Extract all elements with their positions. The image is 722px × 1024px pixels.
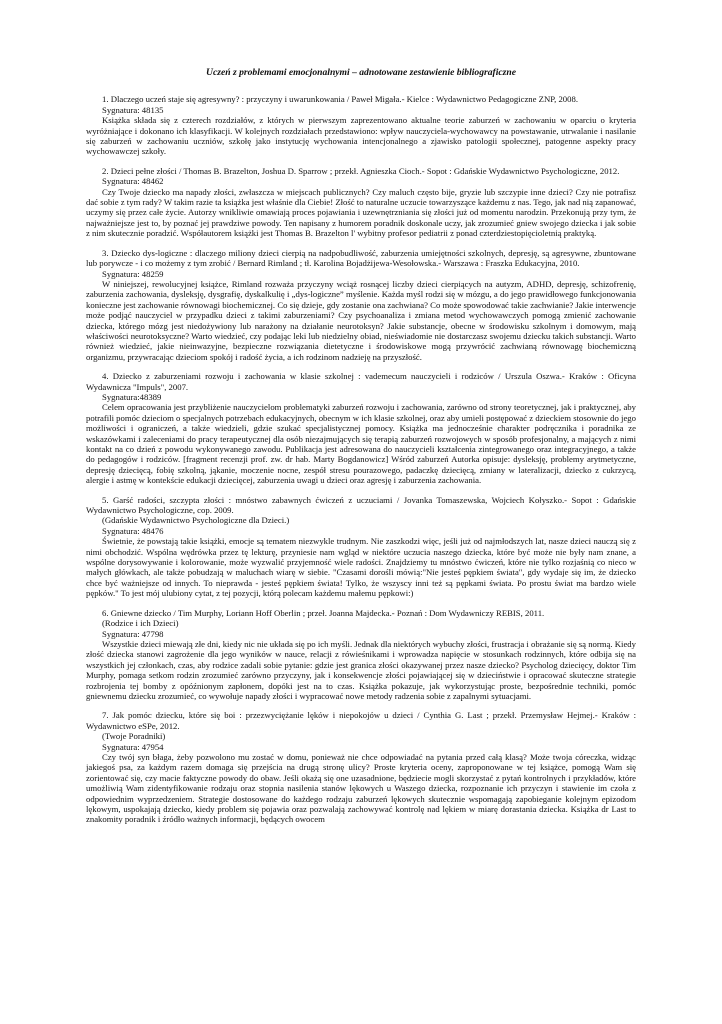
entry-signature: Sygnatura: 48259 xyxy=(102,268,164,279)
entry-series: (Twoje Poradniki) xyxy=(102,731,166,742)
bibliography-entry xyxy=(86,371,636,485)
bibliography-entry xyxy=(86,166,636,239)
entry-citation: 7. Jak pomóc dziecku, które się boi : przezwyciężanie lęków i niepokojów u dzieci / Cynthia G. Last ; przekł. Przemysław Hejmej.- Kraków : Wydawnictwo eSPe, 2012. xyxy=(86,710,636,731)
bibliography-entry xyxy=(86,495,636,599)
entry-signature: Sygnatura:48389 xyxy=(102,391,162,402)
bibliography-entry xyxy=(86,248,636,362)
bibliography-entry xyxy=(86,608,636,702)
entry-citation: 2. Dzieci pełne złości / Thomas B. Brazelton, Joshua D. Sparrow ; przekł. Agnieszka Cioch.- Sopot : Gdańskie Wydawnictwo Psychologiczne, 2012. xyxy=(102,165,620,176)
entry-citation: 3. Dziecko dys-logiczne : dlaczego miliony dzieci cierpią na nadpobudliwość, zaburzenia umiejętności szkolnych, depresję, są agresywne, zbuntowane lub porywcze - i co możemy z tym zrobić / Bernard Rimland ; tł. Karolina Bojadżijewa-Wesołowska.- Warszawa : Fraszka Edukacyjna, 2010. xyxy=(86,247,636,269)
entry-citation: 6. Gniewne dziecko / Tim Murphy, Loriann Hoff Oberlin ; przeł. Joanna Majdecka.- Poznań : Dom Wydawniczy REBIS, 2011. xyxy=(102,607,545,618)
page-title: Uczeń z problemami emocjonalnymi – adnotowane zestawienie bibliograficzne xyxy=(206,67,516,78)
entry-description: Czy twój syn błaga, żeby pozwolono mu zostać w domu, ponieważ nie chce odpowiadać na pytania przed całą klasą? Może twoja córeczka, widząc jakiegoś psa, za każdym razem domaga się przejścia na drugą stronę ulicy? Proste kryteria oceny, zaproponowane w tej książce, pomogą Wam się zorientować się, czy macie faktyczne powody do obaw. Jeśli okażą się one uzasadnione, będziecie mogli skorzystać z pytań kontrolnych i przykładów, które umożliwią Wam zidentyfikowanie rodzaju oraz stopnia nasilenia stanów lękowych u Waszego dziecka, rozpoznanie ich przyczyn i stawienie im czoła z odpowiednim wyprzedzeniem. Strategie dostosowane do każdego rodzaju zaburzeń lękowych skutecznie wspomagają zapobieganie kolejnym epizodom lękowym, uspokajają dziecko, kiedy problem się pojawia oraz pozwalają zachowywać kontrolę nad lękiem w miarę dorastania dziecka. Książka dr Last to znakomity poradnik i źródło ważnych informacji, będących owocem xyxy=(86,751,636,825)
entry-signature: Sygnatura: 48462 xyxy=(102,176,164,187)
bibliography-entry xyxy=(86,710,636,824)
entry-signature: Sygnatura: 47798 xyxy=(102,628,164,639)
entry-series: (Gdańskie Wydawnictwo Psychologiczne dla Dzieci.) xyxy=(102,515,290,526)
entry-description: Celem opracowania jest przybliżenie nauczycielom problematyki zaburzeń rozwoju i zachowania, zarówno od strony teoretycznej, jak i praktycznej, aby potrafili pomóc dzieciom o specjalnych potrzebach edukacyjnych, obecnym w ich klasie szkolnej, oraz aby umieli postępować z dzieckiem stosownie do jego możliwości i ograniczeń, a także wiedzieli, gdzie szukać specjalistycznej pomocy. Książka ma jednocześnie charakter podręcznika i poradnika ze wskazówkami i zaleceniami do pracy terapeutycznej dla osób niezajmujących się terapią zaburzeń rozwojowych w sposób profesjonalny, a mających z nimi kontakt na co dzień z powodu wykonywanego zawodu. Publikacja jest adresowana do nauczycieli kształcenia zintegrowanego oraz integracyjnego, a także do pedagogów i rodziców. [fragment recenzji prof. zw. dr hab. Marty Bogdanowicz] Wśród zaburzeń Autorka opisuje: dysleksję, problemy arytmetyczne, depresję dziecięcą, fobię szkolną, jąkanie, moczenie nocne, zespół stresu pourazowego, padaczkę dziecięcą, zmiany w lateralizacji, dziecko z cukrzycą, alergie i astmę w kontekście edukacji dziecięcej, zaburzenia uwagi u dzieci oraz agresję i zaburzenia zachowania. xyxy=(86,402,636,486)
entry-series: (Rodzice i ich Dzieci) xyxy=(102,618,179,629)
entry-description: Książka składa się z czterech rozdziałów, z których w pierwszym zaprezentowano aktualne teorie zaburzeń w zachowaniu w oparciu o kryteria wyróżniające i dokonano ich klasyfikacji. W kolejnych rozdziałach przedstawiono: wpływ nauczyciela-wychowawcy na powstawanie, utrwalanie i nasilanie się zaburzeń w zachowaniu uczniów, szkołę jako instytucję wychowania intencjonalnego a zjawisko patologii społecznej, patogenne aspekty pracy wychowawczej szkoły. xyxy=(86,115,636,157)
entry-citation: 1. Dlaczego uczeń staje się agresywny? : przyczyny i uwarunkowania / Paweł Migała.- Kielce : Wydawnictwo Pedagogiczne ZNP, 2008. xyxy=(102,94,579,105)
bibliography-entry xyxy=(86,94,636,156)
entry-citation: 5. Garść radości, szczypta złości : mnóstwo zabawnych ćwiczeń z uczuciami / Jovanka Tomaszewska, Wojciech Kołyszko.- Sopot : Gdańskie Wydawnictwo Psychologiczne, cop. 2009. xyxy=(86,494,636,516)
entry-signature: Sygnatura: 48476 xyxy=(102,525,164,536)
entry-description: W niniejszej, rewolucyjnej książce, Rimland rozważa przyczyny wciąż rosnącej liczby dzieci cierpiących na autyzm, ADHD, depresję, schizofrenię, zaburzenia zachowania, dysleksję, dysgrafię, dyskalkulię i „dys-logiczne” myślenie. Każda myśl rodzi się w mózgu, a do jego prawidłowego funkcjonowania konieczne jest zachowanie równowagi biochemicznej. Co się dzieje, gdy zostanie ona zachwiana? Co może spowodować takie zachwianie? Jakie interwencje może podjąć nauczyciel w przypadku dzieci z takimi zaburzeniami? Czy psychoanaliza i zmiana metod wychowawczych pomogą zmienić zachowanie dziecka, którego mózg jest niedożywiony lub narażony na działanie neurotoksyn? Jakie substancje, obecne w środowisku szkolnym i domowym, mają właściwości neurotoksyczne? Warto wiedzieć, czy podając leki lub niedzielny obiad, nieświadomie nie dostarczasz swojemu dziecku takich substancji. Warto również wiedzieć, jakie nieinwazyjne, bezpieczne rozwiązania dietetyczne i środowiskowe mogą przywrócić zachwianą równowagę biochemiczną organizmu, przywracając dzieciom spokój i radość życia, a ich rodzinom nadzieję na przyszłość. xyxy=(86,278,636,362)
entry-signature: Sygnatura: 48135 xyxy=(102,104,164,115)
entry-citation: 4. Dziecko z zaburzeniami rozwoju i zachowania w klasie szkolnej : vademecum nauczycieli i rodziców / Urszula Oszwa.- Kraków : Oficyna Wydawnicza "Impuls", 2007. xyxy=(86,371,636,392)
entry-signature: Sygnatura: 47954 xyxy=(102,741,164,752)
entry-description: Czy Twoje dziecko ma napady złości, zwłaszcza w miejscach publicznych? Czy maluch często bije, gryzie lub szczypie inne dzieci? Czy nie potrafisz dać sobie z tym rady? W takim razie ta książka jest właśnie dla Ciebie! Złość to naturalne uczucie towarzyszące każdemu z nas. Tego, jak nad nią zapanować, uczymy się przez całe życie. Autorzy wnikliwie omawiają proces pojawiania i uzewnętrzniania się złości już od momentu narodzin. Przekonują przy tym, że najważniejsze jest to, by poznać jej prawdziwe powody. Ten napisany z humorem poradnik doskonale uczy, jak zrozumieć gniew swojego dziecka i jak sobie z nim skutecznie poradzić. Współautorem książki jest Thomas B. Brazelton l' wybitny profesor pediatrii z ponad czterdziestopięcioletnią praktyką. xyxy=(86,186,636,239)
entry-description: Wszystkie dzieci miewają złe dni, kiedy nic nie układa się po ich myśli. Jednak dla niektórych wybuchy złości, frustracja i obrażanie się są normą. Kiedy złość dziecka stanowi zagrożenie dla jego wyników w nauce, relacji z rówieśnikami i wprowadza napięcie w stosunkach rodzinnych, które odbija się na wszystkich jej członkach, czas, aby rodzice zadali sobie pytanie: gdzie jest granica złości okazywanej przez nasze dziecko? Psycholog dziecięcy, doktor Tim Murphy, pomaga setkom rodzin zrozumieć zarówno przyczyny, jak i konsekwencje złości pojawiającej się w dzieciństwie i opracować skuteczne strategie rozbrojenia tej bomby z opóźnionym zapłonem, dopóki jest na to czas. Książka pokazuje, jak wykorzystując proste, bezpośrednie techniki, pomóc gniewnemu dziecku zrozumieć, co wywołuje napady złości i wypracować nowe metody radzenia sobie z zapalnymi sytuacjami. xyxy=(86,638,636,701)
entry-description: Świetnie, że powstają takie książki, emocje są tematem niezwykle trudnym. Nie zaszkodzi więc, jeśli już od najmłodszych lat, nasze dzieci nauczą się z nimi obchodzić. Wspólna wędrówka przez tę lekturę, przyniesie nam wgląd w niektóre uczucia naszego dziecka, które być może nie były nam znane, a wspólne dorysowywanie i kolorowanie, może wyzwalić przyjemność wiele radości. Znajdziemy tu mnóstwo ćwiczeń, które nie tylko rozjaśnią co nieco w małych główkach, ale także pobudzają w maluchach wiarę w siebie. "Czasami dorośli mówią:"Nie jesteś pępkiem świata", gdy wydaje się im, że dziecko chce być ważniejsze od innych. To nieprawda - jesteś pępkiem świata! Tylko, że wszyscy inni też są pępkami świata. Po prostu świat ma bardzo wiele pępków." To jest mój ulubiony cytat, z tej pozycji, którą polecam każdemu małemu pępkowi:) xyxy=(86,536,636,599)
